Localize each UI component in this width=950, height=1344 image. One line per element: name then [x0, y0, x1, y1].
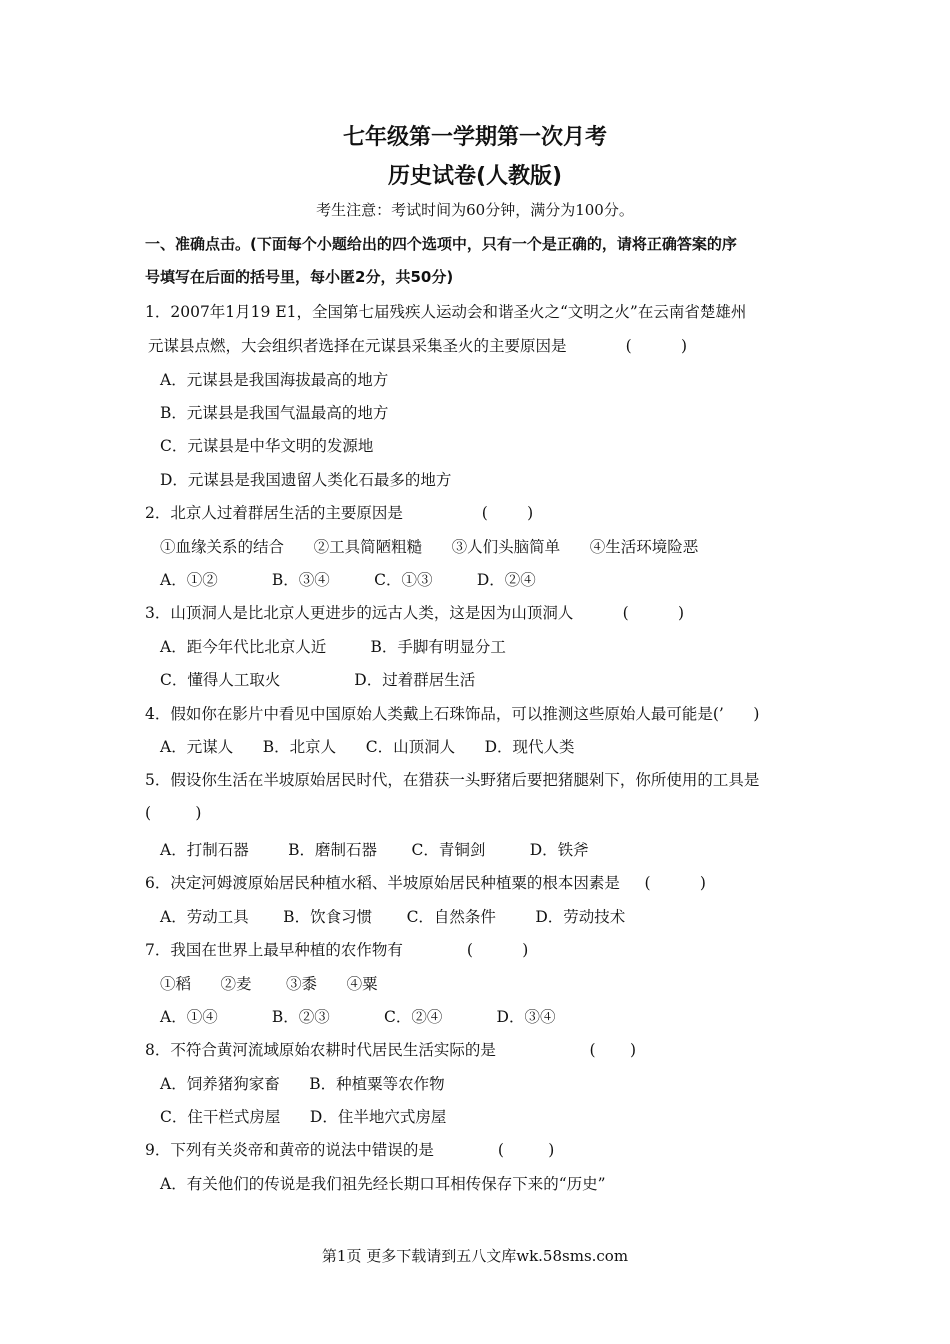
section-1-heading: 一、准确点击。(下面每个小题给出的四个选项中，只有一个是正确的，请将正确答案的序	[145, 235, 737, 253]
question-2: 2．北京人过着群居生活的主要原因是 ( )	[145, 504, 534, 522]
question-7-options: A．①④ B．②③ C．②④ D．③④	[160, 1008, 556, 1026]
question-2-items: ①血缘关系的结合 ②工具简陋粗糙 ③人们头脑简单 ④生活环境险恶	[160, 538, 699, 556]
title-line-1: 七年级第一学期第一次月考	[342, 125, 607, 150]
question-8-options-ab: A．饲养猪狗家畜 B．种植粟等农作物	[160, 1075, 445, 1093]
question-7-items: ①稻 ②麦 ③黍 ④粟	[160, 975, 378, 993]
question-3-options-cd: C．懂得人工取火 D．过着群居生活	[160, 671, 476, 689]
question-1-option-c: C．元谋县是中华文明的发源地	[160, 437, 374, 455]
question-5-options: A．打制石器 B．磨制石器 C．青铜剑 D．铁斧	[160, 841, 589, 859]
page-footer: 第1页 更多下载请到五八文库wk.58sms.com	[321, 1247, 629, 1265]
question-6: 6．决定河姆渡原始居民种植水稻、半坡原始居民种植粟的根本因素是 ( )	[145, 874, 706, 892]
question-9-option-a: A．有关他们的传说是我们祖先经长期口耳相传保存下来的“历史”	[160, 1175, 606, 1193]
question-3-options-ab: A．距今年代比北京人近 B．手脚有明显分工	[160, 638, 506, 656]
question-7: 7．我国在世界上最早种植的农作物有 ( )	[145, 941, 529, 959]
title-line-2: 历史试卷(人教版)	[387, 164, 563, 189]
question-3: 3．山顶洞人是比北京人更进步的远古人类，这是因为山顶洞人 ( )	[145, 604, 684, 622]
exam-notice: 考生注意：考试时间为60分钟，满分为100分。	[316, 201, 634, 219]
question-5: 5．假设你生活在半坡原始居民时代，在猎获一头野猪后要把猪腿剁下，你所使用的工具是	[145, 771, 760, 789]
section-1-heading-cont: 号填写在后面的括号里，每小匿2分，共50分)	[145, 268, 454, 286]
question-1-cont: 元谋县点燃，大会组织者选择在元谋县采集圣火的主要原因是 ( )	[148, 337, 687, 355]
question-8: 8．不符合黄河流域原始农耕时代居民生活实际的是 ( )	[145, 1041, 637, 1059]
question-4-options: A．元谋人 B．北京人 C．山顶洞人 D．现代人类	[160, 738, 575, 756]
question-1-option-a: A．元谋县是我国海拔最高的地方	[160, 371, 389, 389]
question-1: 1．2007年1月19 E1，全国第七届残疾人运动会和谐圣火之“文明之火”在云南省楚雄州	[145, 303, 747, 321]
question-2-options: A．①② B．③④ C．①③ D．②④	[160, 571, 536, 589]
question-6-options: A．劳动工具 B．饮食习惯 C．自然条件 D．劳动技术	[160, 908, 626, 926]
question-1-option-b: B．元谋县是我国气温最高的地方	[160, 404, 389, 422]
question-9: 9．下列有关炎帝和黄帝的说法中错误的是 ( )	[145, 1141, 555, 1159]
question-8-options-cd: C．住干栏式房屋 D．住半地穴式房屋	[160, 1108, 447, 1126]
question-5-cont: ( )	[145, 804, 202, 822]
question-4: 4．假如你在影片中看见中国原始人类戴上石珠饰品，可以推测这些原始人最可能是(’ )	[145, 705, 760, 723]
question-1-option-d: D．元谋县是我国遗留人类化石最多的地方	[160, 471, 452, 489]
